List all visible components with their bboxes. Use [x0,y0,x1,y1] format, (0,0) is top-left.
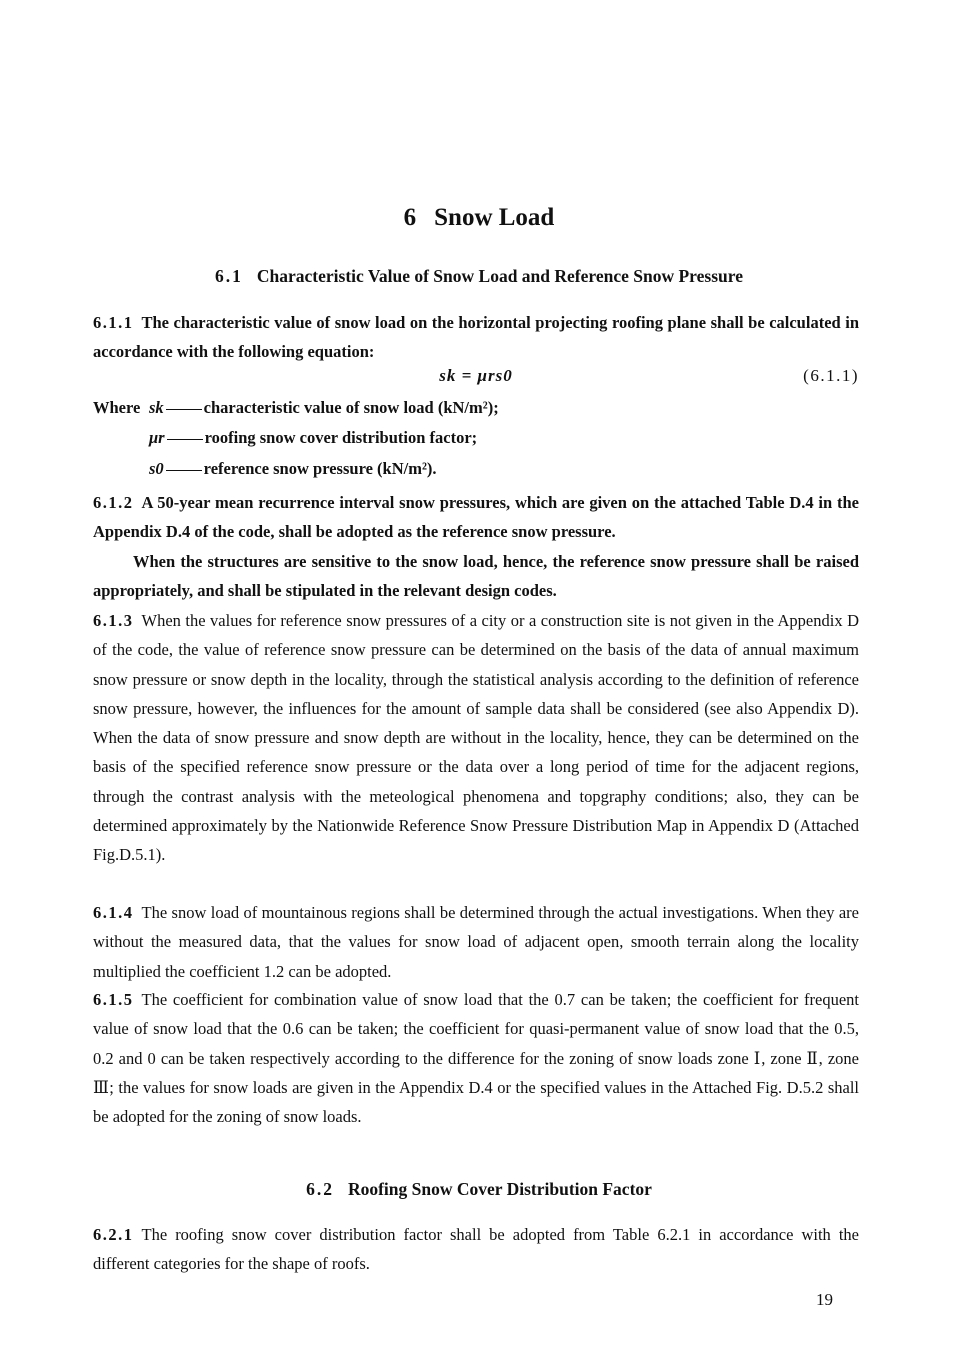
clause-6-1-4 [93,898,859,986]
symbol-s0-desc: reference snow pressure (kN/m²). [203,459,437,478]
clause-number: 6.1.4 [93,903,134,922]
clause-number: 6.1.3 [93,611,134,630]
clause-text: When the values for reference snow pressures of a city or a construction site is not given in the Appendix D of the code, the value of reference snow pressure can be determined on the basis of the data of annual maximum snow pressure or snow depth in the locality, through the statistical analysis according to the definition of reference snow pressure, however, the influences for the amount of sample data shall be considered (see also Appendix D). When the data of snow pressure and snow depth are without in the locality, hence, they can be determined on the basis of the specified reference snow pressure or the data over a long period of time for the adjacent regions, through the contrast analysis with the meteological phenomena and topgraphy conditions; also, they can be determined approximately by the Nationwide Reference Snow Pressure Distribution Map in Appendix D (Attached Fig.D.5.1). [93,611,859,865]
clause-text: The coefficient for combination value of snow load that the 0.7 can be taken; the coefficient for frequent value of snow load that the 0.6 can be taken; the coefficient for quasi-permanent value of snow load that the 0.5, 0.2 and 0 can be taken respectively according to the difference for the zoning of snow loads zone Ⅰ, zone Ⅱ, zone Ⅲ; the values for snow loads are given in the Appendix D.4 or the specified values in the Attached Fig. D.5.2 shall be adopted for the zoning of snow loads. [93,990,859,1127]
page-number: 19 [816,1290,833,1309]
clause-6-1-2 [93,488,859,547]
clause-6-1-1 [93,308,859,367]
em-dash [167,439,203,440]
section-title-text: Characteristic Value of Snow Load and Reference Snow Pressure [256,266,743,286]
section-6-1-heading [0,266,958,287]
clause-number: 6.1.5 [93,990,134,1009]
equation-row [93,366,859,395]
clause-6-1-5 [93,985,859,1131]
em-dash [166,470,202,471]
clause-number: 6.1.2 [93,493,134,512]
clause-text: A 50-year mean recurrence interval snow pressures, which are given on the attached Table D.4 in the Appendix D.4 of the code, shall be adopted as the reference snow pressure. [93,493,859,542]
section-title-text: Roofing Snow Cover Distribution Factor [347,1179,652,1199]
equation-text: sk = μrs0 [439,366,513,385]
where-lead: Where [93,398,141,417]
chapter-number: 6 [403,204,417,231]
where-symbol-s0 [149,459,437,479]
clause-text: When the structures are sensitive to the snow load, hence, the reference snow pressure shall be raised appropriately, and shall be stipulated in the relevant design codes. [93,552,859,601]
where-symbol-sk [149,398,499,418]
clause-6-2-1 [93,1220,859,1279]
section-number: 6.1 [215,266,243,286]
where-symbol-mur [149,428,477,448]
em-dash [166,409,202,410]
clause-6-1-3 [93,606,859,870]
section-number: 6.2 [306,1179,334,1199]
equation [93,366,859,386]
section-6-2-heading [0,1179,958,1200]
clause-text: The characteristic value of snow load on the horizontal projecting roofing plane shall be calculated in accordance with the following equation: [93,313,859,362]
symbol-sk-desc: characteristic value of snow load (kN/m²); [203,398,499,417]
clause-6-1-2-paragraph-2 [93,547,859,606]
chapter-title [0,204,958,232]
chapter-title-text: Snow Load [434,204,555,231]
symbol-s0: s0 [149,459,164,478]
clause-number: 6.2.1 [93,1225,134,1244]
clause-text: The roofing snow cover distribution factor shall be adopted from Table 6.2.1 in accordance with the different categories for the shape of roofs. [93,1225,859,1274]
symbol-mur-desc: roofing snow cover distribution factor; [204,428,478,447]
equation-number: (6.1.1) [803,366,859,385]
clause-number: 6.1.1 [93,313,134,332]
symbol-mur: μr [149,428,165,447]
symbol-sk: sk [149,398,164,417]
clause-text: The snow load of mountainous regions shall be determined through the actual investigations. When they are without the measured data, that the values for snow load of adjacent open, smooth terrain along the locality multiplied the coefficient 1.2 can be adopted. [93,903,859,981]
